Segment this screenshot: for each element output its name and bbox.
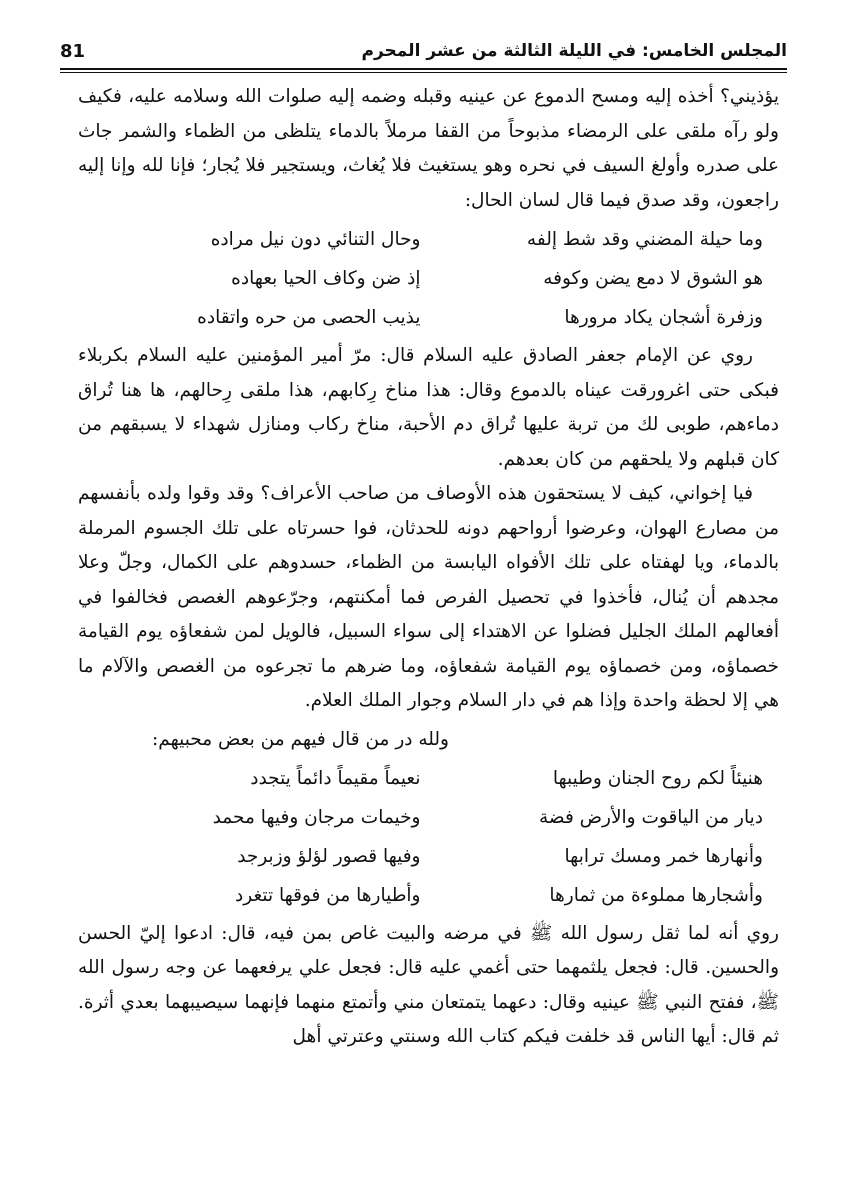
verse-row	[78, 837, 779, 876]
verse-row	[78, 798, 779, 837]
verse-first-hemistich: وزفرة أشجان يكاد مرورها	[564, 307, 763, 328]
page-number: 81	[60, 40, 86, 62]
running-title: المجلس الخامس: في الليلة الثالثة من عشر المحرم	[361, 41, 787, 61]
page-body	[78, 80, 779, 1055]
verse-second-hemistich: إذ ضن وكاف الحيا بعهاده	[231, 268, 421, 289]
verse-first-hemistich: وأشجارها مملوءة من ثمارها	[549, 884, 763, 906]
page-header	[60, 36, 787, 66]
verse-second-hemistich: وحال التنائي دون نيل مراده	[210, 229, 421, 250]
verse-second-hemistich: نعيماً مقيماً دائماً يتجدد	[250, 767, 421, 789]
verse-row	[78, 220, 779, 259]
header-rule	[60, 68, 787, 70]
verse-first-hemistich: هنيئاً لكم روح الجنان وطيبها	[552, 767, 763, 789]
verse-first-hemistich: وما حيلة المضني وقد شط إلفه	[526, 229, 763, 250]
poem-2	[78, 759, 779, 915]
verse-row	[78, 759, 779, 798]
verse-first-hemistich: ديار من الياقوت والأرض فضة	[538, 806, 763, 828]
poem-1	[78, 220, 779, 337]
verse-row	[78, 876, 779, 915]
verse-first-hemistich: وأنهارها خمر ومسك ترابها	[564, 845, 763, 867]
paragraph-4: روي أنه لما ثقل رسول الله ﷺ في مرضه والبيت غاص بمن فيه، قال: ادعوا إليّ الحسن والحسين. قال: فجعل يلثمهما حتى أغمي عليه قال: فجعل علي يرفعهما عن وجه رسول الله ﷺ، ففتح النبي ﷺ عينيه وقال: دعهما يتمتعان مني وأتمتع منهما فإنهما سيصيبهما بعدي أثرة. ثم قال: أيها الناس قد خلفت فيكم كتاب الله وسنتي وعترتي أهل	[78, 922, 779, 1047]
verse-first-hemistich: هو الشوق لا دمع يضن وكوفه	[543, 268, 763, 289]
paragraph-1: يؤذيني؟ أخذه إليه ومسح الدموع عن عينيه وقبله وضمه إليه صلوات الله وسلامه عليه، فكيف ولو رآه ملقى على الرمضاء مذبوحاً من القفا مرملاً بالدماء يتلظى من الظماء والشمر جاث على صدره وأولغ السيف في نحره وهو يستغيث فلا يُغاث، ويستجير فلا يُجار؛ فإنا لله وإنا إليه راجعون، وقد صدق فيما قال لسان الحال:	[78, 86, 779, 211]
verse-row	[78, 298, 779, 337]
header-rule-thin	[60, 72, 787, 73]
verse-second-hemistich: يذيب الحصى من حره واتقاده	[197, 307, 421, 328]
verse-second-hemistich: وخيمات مرجان وفيها محمد	[212, 806, 421, 828]
verse-second-hemistich: وأطيارها من فوقها تتغرد	[235, 884, 421, 906]
verse-row	[78, 259, 779, 298]
poem-intro: ولله در من قال فيهم من بعض محبيهم:	[152, 728, 449, 750]
verse-second-hemistich: وفيها قصور لؤلؤ وزبرجد	[237, 845, 421, 867]
paragraph-2: روي عن الإمام جعفر الصادق عليه السلام قال: مرّ أمير المؤمنين عليه السلام بكربلاء فبكى حتى اغرورقت عيناه بالدموع وقال: هذا مناخ رِكابهم، هذا ملقى رِحالهم، ها هنا تُراق دماءهم، طوبى لك من تربة عليها تُراق دم الأحبة، مناخ ركاب ومنازل شهداء لا يسبقهم من كان قبلهم ولا يلحقهم من كان بعدهم.	[78, 345, 779, 470]
paragraph-3: فيا إخواني، كيف لا يستحقون هذه الأوصاف من صاحب الأعراف؟ وقد وقوا ولده بأنفسهم من مصارع الهوان، وعرضوا أرواحهم دونه للحدثان، فوا حسرتاه على تلك الجسوم المرملة بالدماء، ويا لهفتاه على تلك الأفواه اليابسة من الظماء، حسدوهم على الكمال، وجلّ وعلا مجدهم أن يُنال، فأخذوا في تحصيل الفرص فما أمكنتهم، وجرّعوهم الغصص فخالفوا في أفعالهم الملك الجليل فضلوا عن الاهتداء إلى سواء السبيل، فالويل لمن شفعاؤه يوم القيامة خصماؤه، ومن خصماؤه يوم القيامة شفعاؤه، وما ضرهم ما تجرعوه من الغصص والآلام ما هي إلا لحظة واحدة وإذا هم في دار السلام وجوار الملك العلام.	[78, 483, 779, 711]
